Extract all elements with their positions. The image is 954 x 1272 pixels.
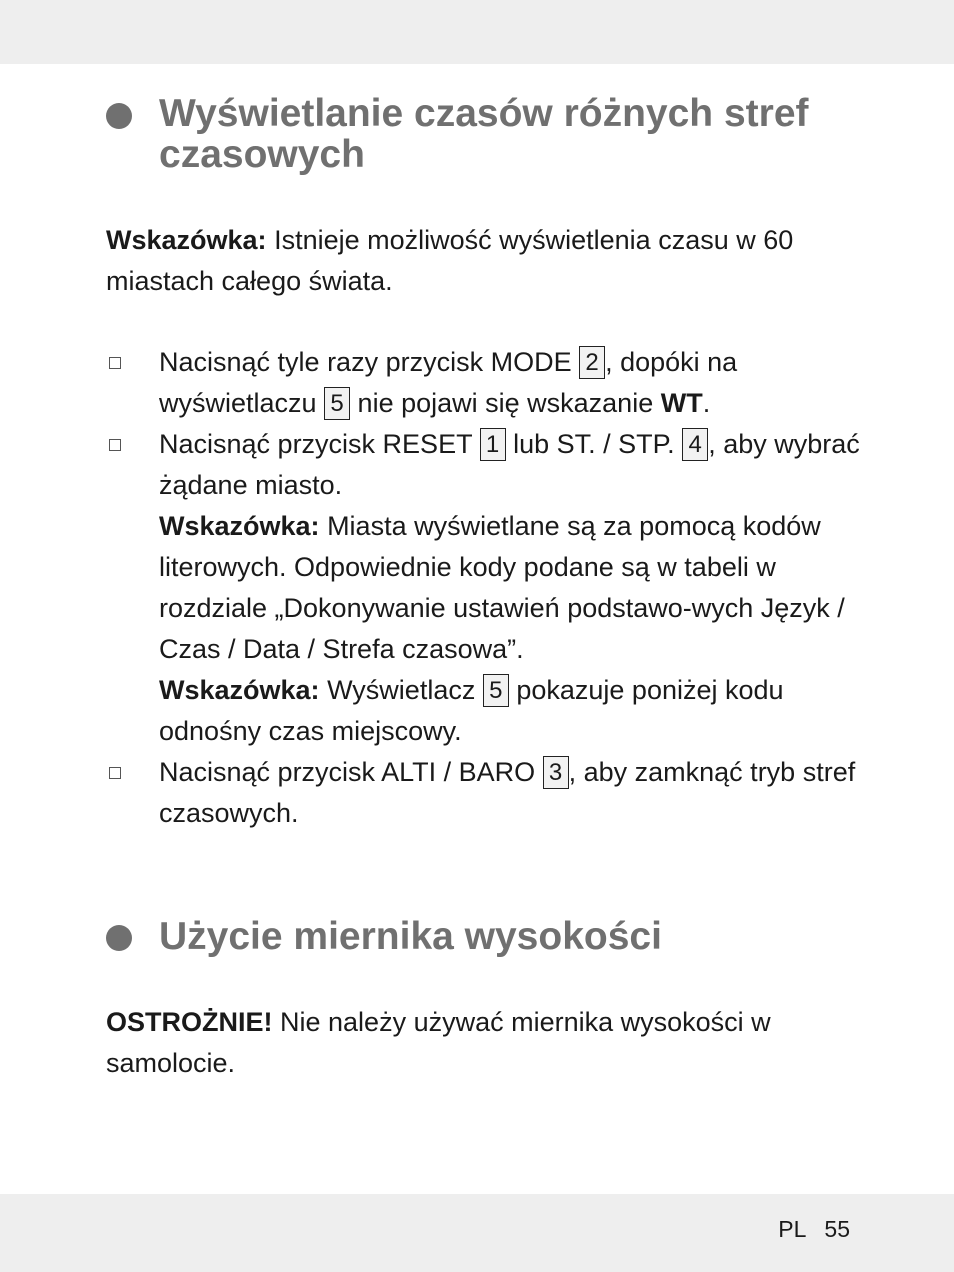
ref-number: 2 <box>579 346 605 379</box>
section-title: Użycie miernika wysokości <box>159 915 662 958</box>
warning-paragraph <box>106 1002 866 1084</box>
step-text: Nacisnąć przycisk ALTI / BARO <box>159 757 543 787</box>
note-text: Miasta wyświetlane są za pomocą kodów literowych. Odpowiednie kody podane są w tabeli w rozdziale „Dokonywanie ustawień podstawo-wych Język / Czas / Data / Strefa czasowa”. <box>159 511 845 664</box>
section-heading-altimeter <box>106 916 866 957</box>
ref-number: 4 <box>682 428 708 461</box>
checkbox-bullet-icon <box>109 767 121 779</box>
note-text: pokazuje poniżej kodu odnośny czas miejscowy. <box>159 675 784 746</box>
step-text: nie pojawi się wskazanie <box>350 388 661 418</box>
step-text: lub ST. / STP. <box>505 429 683 459</box>
ref-number: 3 <box>543 756 569 789</box>
step-text: Nacisnąć tyle razy przycisk MODE <box>159 347 580 377</box>
step-text: . <box>702 388 711 418</box>
step-text: Nacisnąć przycisk RESET <box>159 429 480 459</box>
list-item <box>106 752 866 834</box>
top-band <box>0 0 954 64</box>
ref-number: 5 <box>324 387 350 420</box>
ref-number: 5 <box>483 674 509 707</box>
section-title: Wyświetlanie czasów różnych stref czasowych <box>159 92 809 176</box>
page-number: 55 <box>824 1216 850 1242</box>
warning-text: Nie należy używać miernika wysokości w samolocie. <box>106 1007 771 1078</box>
step-text: , aby wybrać żądane miasto. <box>159 429 860 500</box>
heading-bullet-icon <box>106 925 132 951</box>
page-footer <box>778 1216 850 1243</box>
checkbox-bullet-icon <box>109 439 121 451</box>
language-code: PL <box>778 1216 807 1242</box>
note-label: Wskazówka: <box>159 511 320 541</box>
step-text: , dopóki na wyświetlaczu <box>159 347 738 418</box>
ref-number: 1 <box>480 428 506 461</box>
warning-label: OSTROŻNIE! <box>106 1007 273 1037</box>
list-item <box>106 424 866 752</box>
heading-bullet-icon <box>106 103 132 129</box>
checkbox-bullet-icon <box>109 357 121 369</box>
note-label: Wskazówka: <box>159 675 320 705</box>
display-indicator-text: WT <box>660 388 703 418</box>
instruction-list <box>106 342 866 834</box>
note-text: Istnieje możliwość wyświetlenia czasu w 60 miastach całego świata. <box>106 225 794 296</box>
list-item <box>106 342 866 424</box>
note-label: Wskazówka: <box>106 225 267 255</box>
note-text: Wyświetlacz <box>319 675 483 705</box>
note-paragraph <box>106 220 866 302</box>
section-heading-time-zones <box>106 93 866 175</box>
step-text: , aby zamknąć tryb stref czasowych. <box>159 757 856 828</box>
